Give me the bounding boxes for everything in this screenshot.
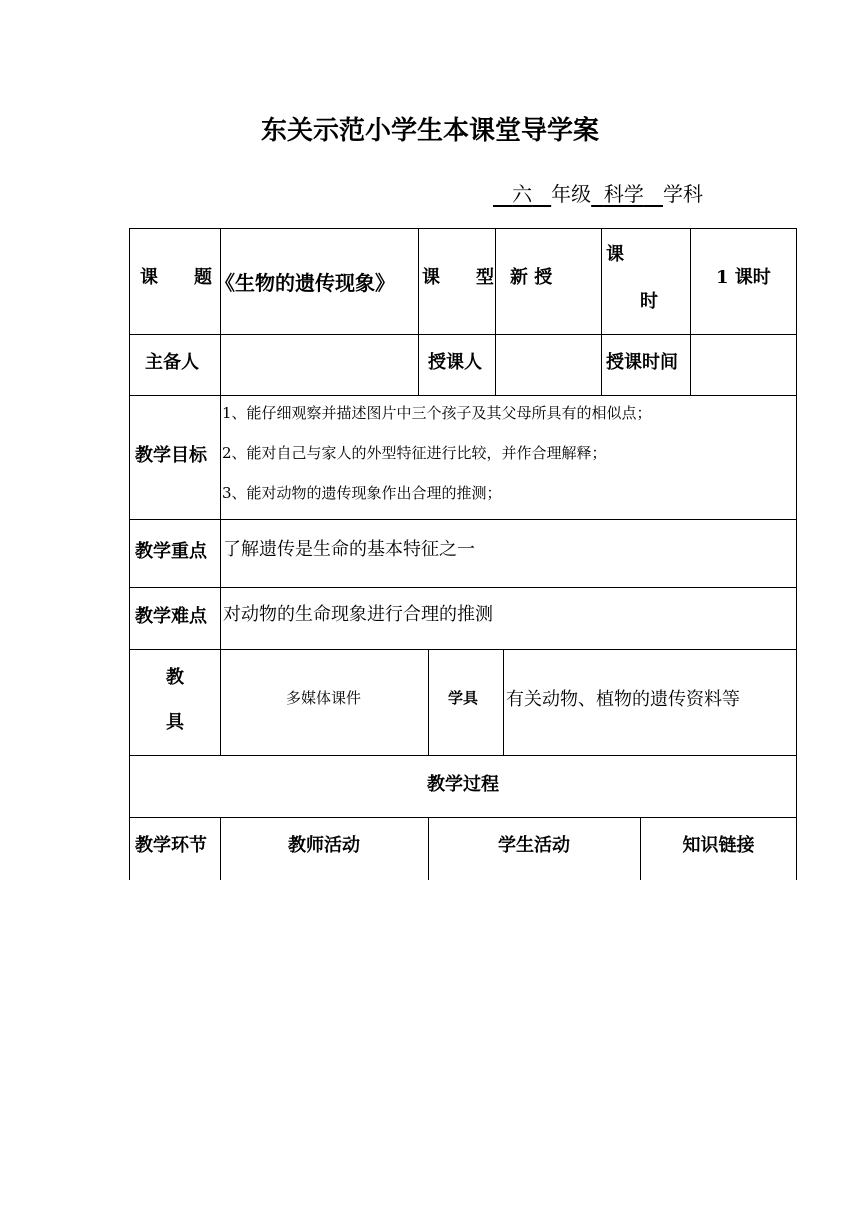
document-title: 东关示范小学生本课堂导学案: [260, 116, 599, 146]
subject-value: 科学: [603, 182, 644, 206]
subject-label: 学科: [662, 182, 703, 206]
row-divider: [129, 649, 797, 650]
row-divider: [129, 519, 797, 520]
row-divider: [129, 587, 797, 588]
tools-value: 多媒体课件: [286, 689, 362, 707]
col-divider: [418, 228, 419, 395]
col-divider: [495, 228, 496, 395]
goal-item: 1、能仔细观察并描述图片中三个孩子及其父母所具有的相似点；: [222, 404, 652, 422]
grade-subject-line: [493, 178, 703, 207]
student-tools-label: 学具: [448, 689, 479, 707]
key-label: 教学重点: [135, 541, 207, 562]
hours-value: 1 课时: [716, 267, 771, 288]
col-student-header: 学生活动: [498, 835, 570, 856]
row-divider: [129, 755, 797, 756]
row-divider: [129, 395, 797, 396]
col-divider: [220, 649, 221, 755]
key-value: 了解遗传是生命的基本特征之一: [223, 539, 475, 560]
goals-label: 教学目标: [135, 445, 207, 466]
col-divider: [220, 395, 221, 649]
goal-item: 2、能对自己与家人的外型特征进行比较，并作合理解释；: [222, 444, 607, 462]
goal-item: 3、能对动物的遗传现象作出合理的推测；: [222, 484, 502, 502]
hours-label-top: 课: [606, 244, 624, 265]
row-divider: [129, 334, 797, 335]
preparer-label: 主备人: [145, 352, 199, 373]
student-tools-value: 有关动物、植物的遗传资料等: [506, 689, 740, 710]
col-knowledge-header: 知识链接: [682, 835, 755, 856]
difficulty-label: 教学难点: [135, 606, 207, 627]
col-stage-header: 教学环节: [135, 835, 207, 856]
time-label: 授课时间: [606, 352, 678, 373]
process-label: 教学过程: [427, 774, 499, 795]
topic-value: 《生物的遗传现象》: [215, 271, 395, 295]
difficulty-value: 对动物的生命现象进行合理的推测: [223, 604, 493, 625]
grade-label: 年级: [551, 182, 592, 206]
col-divider: [690, 228, 691, 395]
type-label: 课 型: [422, 267, 494, 288]
grade-value: 六: [512, 182, 533, 206]
type-value: 新 授: [510, 267, 553, 288]
tools-label-bottom: 具: [166, 712, 184, 733]
row-divider: [129, 817, 797, 818]
col-divider: [503, 649, 504, 755]
col-divider: [601, 228, 602, 395]
tools-label-top: 教: [166, 667, 184, 688]
teacher-label: 授课人: [428, 352, 482, 373]
topic-label: 课 题: [140, 267, 212, 288]
col-divider: [220, 228, 221, 395]
col-divider: [428, 649, 429, 755]
col-teacher-header: 教师活动: [288, 835, 360, 856]
hours-label-bottom: 时: [640, 291, 658, 312]
